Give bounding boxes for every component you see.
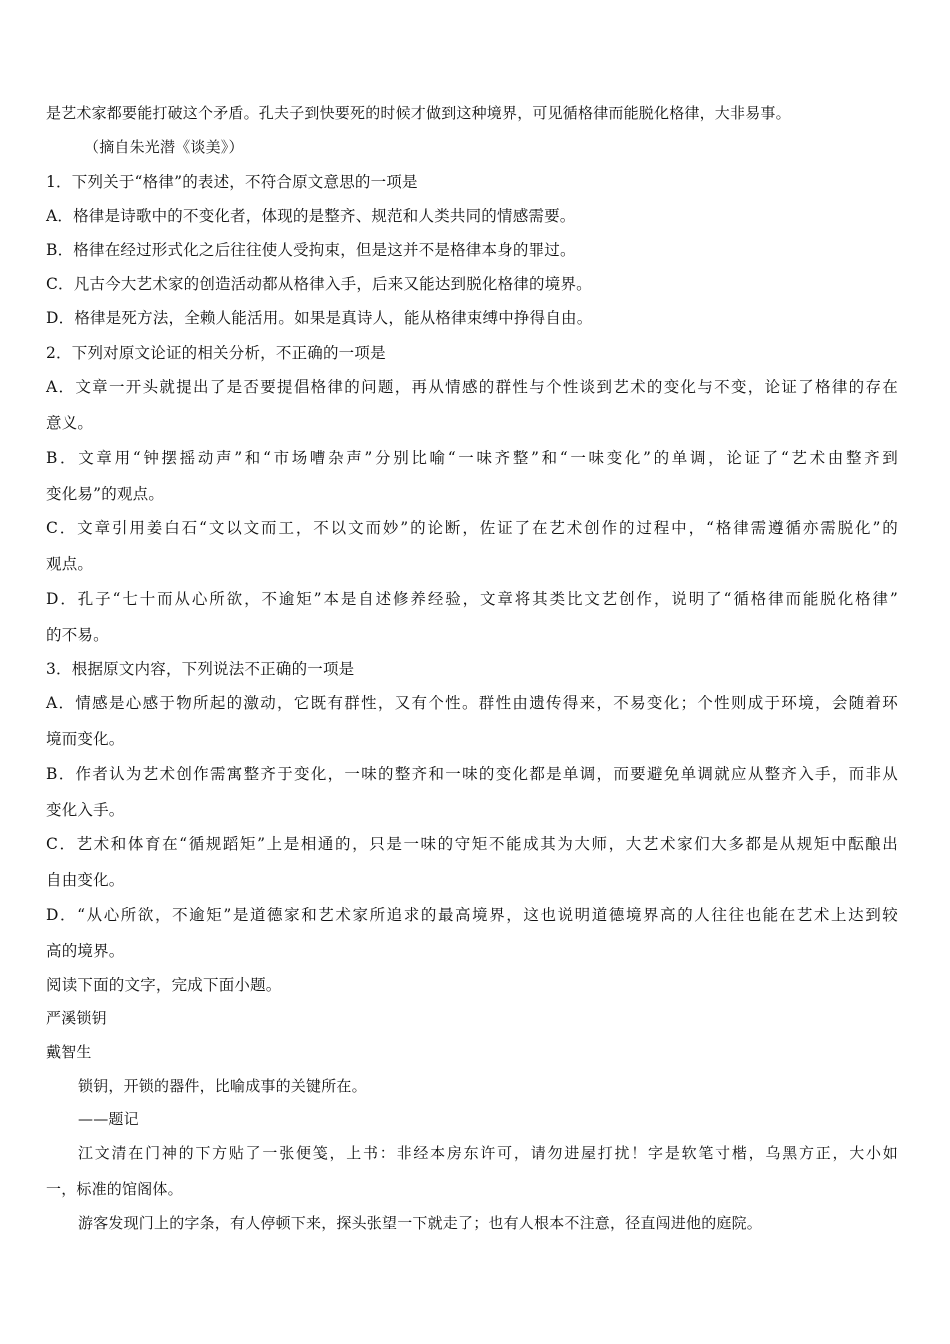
question-2-option-b: B．文章用“钟摆摇动声”和“市场嘈杂声”分别比喻“一味齐整”和“一味变化”的单调，论证了“艺术由整齐到 (46, 449, 898, 467)
question-3-option-c: C．艺术和体育在“循规蹈矩”上是相通的，只是一味的守矩不能成其为大师，大艺术家们大多都是从规矩中酝酿出 (46, 835, 898, 853)
question-1-option-d: D．格律是死方法，全赖人能活用。如果是真诗人，能从格律束缚中挣得自由。 (46, 309, 593, 327)
question-1-option-a: A．格律是诗歌中的不变化者，体现的是整齐、规范和人类共同的情感需要。 (46, 207, 576, 225)
question-3-stem: 3．根据原文内容，下列说法不正确的一项是 (46, 660, 355, 678)
question-2-option-d-cont: 的不易。 (46, 626, 109, 644)
source-citation: （摘自朱光潜《谈美》） (84, 138, 244, 156)
question-1-option-c: C．凡古今大艺术家的创造活动都从格律入手，后来又能达到脱化格律的境界。 (46, 275, 592, 293)
reading-paragraph-1-cont: 一，标准的馆阁体。 (46, 1180, 183, 1198)
question-2-option-c-cont: 观点。 (46, 555, 94, 573)
question-1-option-b: B．格律在经过形式化之后往往使人受拘束，但是这并不是格律本身的罪过。 (46, 241, 576, 259)
question-3-option-d: D．“从心所欲，不逾矩”是道德家和艺术家所追求的最高境界，这也说明道德境界高的人往往也能在艺术上达到较 (46, 906, 898, 924)
question-3-option-c-cont: 自由变化。 (46, 871, 125, 889)
question-3-option-d-cont: 高的境界。 (46, 942, 125, 960)
question-2-option-c: C．文章引用姜白石“文以文而工，不以文而妙”的论断，佐证了在艺术创作的过程中，“格律需遵循亦需脱化”的 (46, 519, 898, 537)
question-3-option-b-cont: 变化入手。 (46, 801, 125, 819)
question-3-option-b: B．作者认为艺术创作需寓整齐于变化，一味的整齐和一味的变化都是单调，而要避免单调就应从整齐入手，而非从 (46, 765, 898, 783)
reading-instruction: 阅读下面的文字，完成下面小题。 (46, 976, 282, 994)
question-2-option-a: A．文章一开头就提出了是否要提倡格律的问题，再从情感的群性与个性谈到艺术的变化与不变，论证了格律的存在 (46, 378, 898, 396)
reading-title: 严溪锁钥 (46, 1009, 107, 1027)
question-2-option-b-cont: 变化易”的观点。 (46, 485, 165, 503)
question-2-option-d: D．孔子“七十而从心所欲，不逾矩”本是自述修养经验，文章将其类比文艺创作，说明了“循格律而能脱化格律” (46, 590, 898, 608)
reading-paragraph-2: 游客发现门上的字条，有人停顿下来，探头张望一下就走了；也有人根本不注意，径直闯进他的庭院。 (78, 1214, 763, 1232)
reading-epigraph: 锁钥，开锁的器件，比喻成事的关键所在。 (78, 1077, 367, 1095)
question-3-option-a-cont: 境而变化。 (46, 730, 125, 748)
question-1-stem: 1．下列关于“格律”的表述，不符合原文意思的一项是 (46, 173, 418, 191)
reading-paragraph-1: 江文清在门神的下方贴了一张便笺，上书：非经本房东许可，请勿进屋打扰！字是软笔寸楷，乌黑方正，大小如 (78, 1144, 898, 1162)
question-3-option-a: A．情感是心感于物所起的激动，它既有群性，又有个性。群性由遗传得来，不易变化；个性则成于环境，会随着环 (46, 694, 898, 712)
question-2-stem: 2．下列对原文论证的相关分析，不正确的一项是 (46, 344, 386, 362)
reading-epigraph-source: ——题记 (78, 1110, 139, 1128)
intro-closing-line: 是艺术家都要能打破这个矛盾。孔夫子到快要死的时候才做到这种境界，可见循格律而能脱化格律，大非易事。 (46, 104, 791, 122)
reading-author: 戴智生 (46, 1043, 92, 1061)
question-2-option-a-cont: 意义。 (46, 414, 94, 432)
